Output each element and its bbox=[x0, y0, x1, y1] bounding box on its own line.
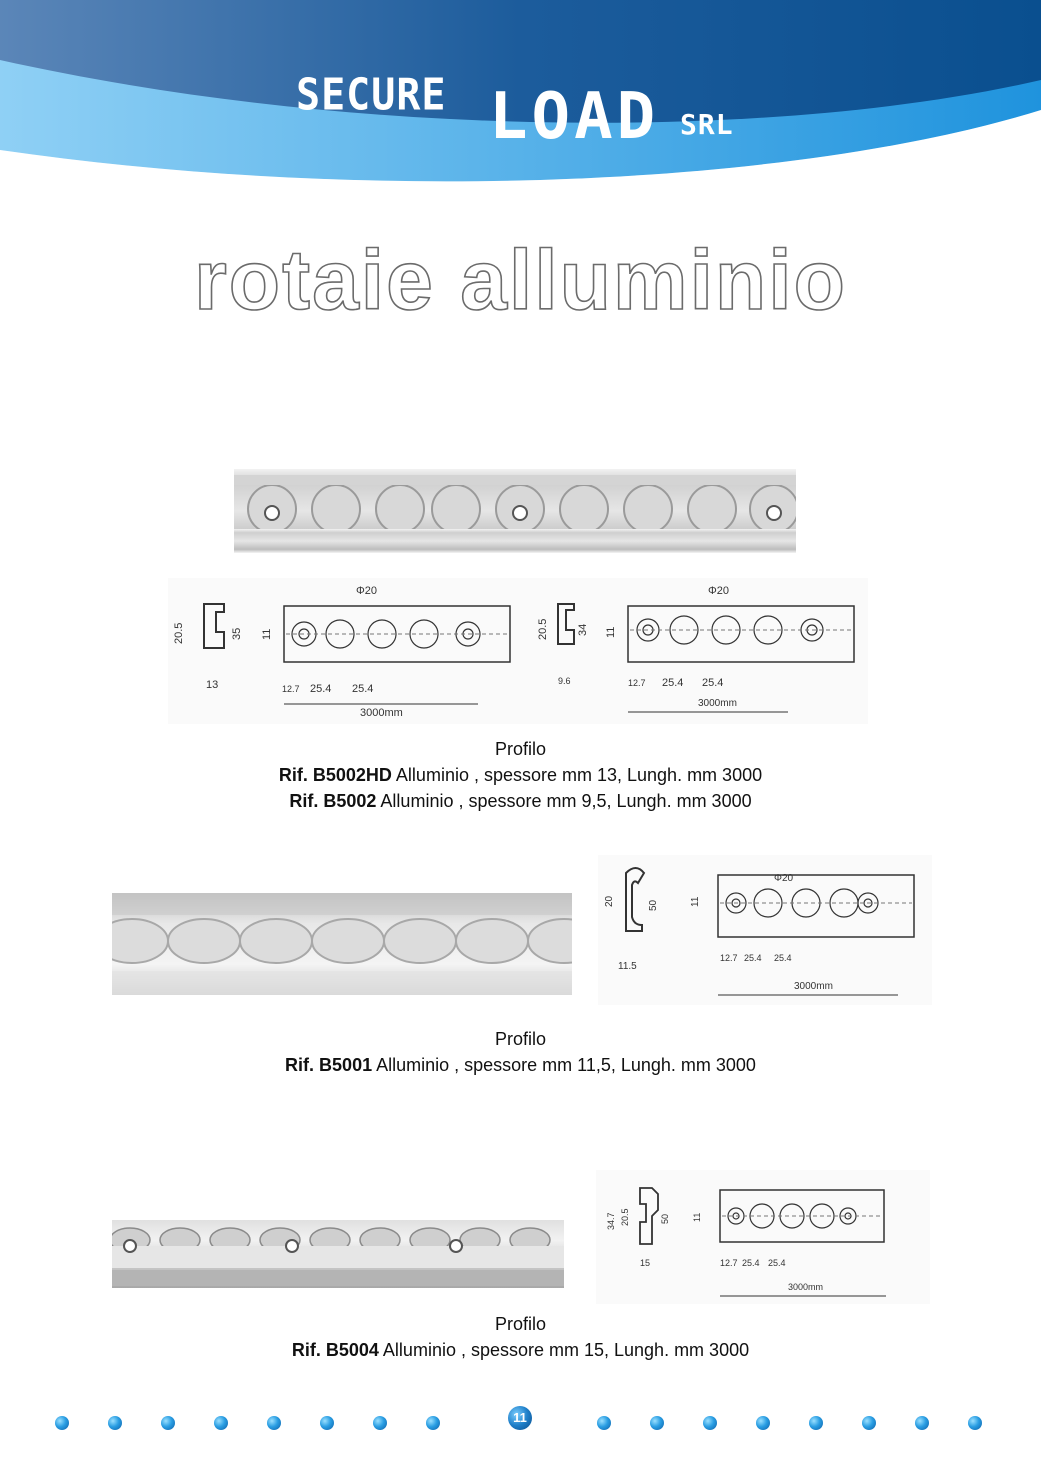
caption-heading: Profilo bbox=[494, 739, 547, 759]
product-desc: Alluminio , spessore mm 15, Lungh. mm 3000 bbox=[378, 1340, 750, 1360]
dim-label: 11 bbox=[261, 628, 273, 640]
dim-label: 25.4 bbox=[744, 953, 762, 963]
dot-icon bbox=[703, 1416, 717, 1430]
dot-icon bbox=[650, 1416, 664, 1430]
logo-word-load: LOAD bbox=[489, 80, 660, 154]
dim-label: 3000mm bbox=[794, 981, 833, 992]
dot-icon bbox=[597, 1416, 611, 1430]
dot-icon bbox=[968, 1416, 982, 1430]
page-number: 11 bbox=[508, 1406, 532, 1430]
dot-icon bbox=[426, 1416, 440, 1430]
dim-label: 25.4 bbox=[662, 677, 684, 689]
dim-label: 12.7 bbox=[720, 953, 738, 963]
dot-icon bbox=[756, 1416, 770, 1430]
caption-line bbox=[0, 1337, 1041, 1363]
technical-drawing-b5004 bbox=[596, 1170, 930, 1304]
dot-icon bbox=[161, 1416, 175, 1430]
dim-label: 3000mm bbox=[698, 698, 737, 709]
rail-photo-b5004 bbox=[112, 1206, 564, 1288]
dim-label: 50 bbox=[660, 1213, 670, 1224]
technical-drawing-b5002 bbox=[168, 578, 868, 724]
dim-label: 11 bbox=[692, 1212, 702, 1222]
dim-label: 11 bbox=[690, 896, 701, 907]
dot-icon bbox=[373, 1416, 387, 1430]
dim-label: 20.5 bbox=[620, 1208, 630, 1226]
product-desc: Alluminio , spessore mm 11,5, Lungh. mm 3000 bbox=[372, 1055, 756, 1075]
dot-icon bbox=[108, 1416, 122, 1430]
dim-label: 20.5 bbox=[173, 622, 185, 644]
dim-label: 12.7 bbox=[628, 678, 646, 688]
technical-drawing-b5001 bbox=[598, 855, 932, 1005]
rail-photo-b5002hd bbox=[234, 463, 796, 555]
rail-photo-b5001 bbox=[112, 893, 572, 995]
dot-icon bbox=[320, 1416, 334, 1430]
product-ref: Rif. B5004 bbox=[291, 1340, 379, 1360]
dim-label: 34.7 bbox=[606, 1212, 616, 1230]
caption-b5004 bbox=[0, 1311, 1041, 1363]
caption-line bbox=[0, 762, 1041, 788]
dim-label: 3000mm bbox=[788, 1282, 824, 1292]
dim-label: 20.5 bbox=[537, 618, 549, 640]
dot-icon bbox=[55, 1416, 69, 1430]
dot-icon bbox=[809, 1416, 823, 1430]
dim-label: Φ20 bbox=[708, 585, 730, 597]
dim-label: 11 bbox=[605, 626, 617, 638]
dim-label: Φ20 bbox=[356, 585, 378, 597]
dim-label: 25.4 bbox=[742, 1258, 760, 1268]
caption-heading: Profilo bbox=[494, 1029, 547, 1049]
caption-heading: Profilo bbox=[494, 1314, 547, 1334]
dim-label: 35 bbox=[231, 627, 243, 640]
dot-icon bbox=[915, 1416, 929, 1430]
caption-b5002 bbox=[0, 736, 1041, 814]
page-title: rotaie alluminio bbox=[194, 233, 847, 327]
caption-b5001 bbox=[0, 1026, 1041, 1078]
dim-label: 12.7 bbox=[282, 684, 300, 694]
logo-word-srl: SRL bbox=[680, 108, 734, 141]
dim-label: 25.4 bbox=[774, 953, 792, 963]
dim-label: 13 bbox=[206, 679, 219, 691]
logo-word-secure: SECURE bbox=[296, 69, 447, 121]
dot-icon bbox=[862, 1416, 876, 1430]
caption-line bbox=[0, 1052, 1041, 1078]
dim-label: 25.4 bbox=[352, 683, 374, 695]
dim-label: 15 bbox=[640, 1258, 651, 1268]
dim-label: 12.7 bbox=[720, 1258, 738, 1268]
dim-label: 25.4 bbox=[310, 683, 332, 695]
dim-label: 50 bbox=[648, 899, 659, 911]
product-ref: Rif. B5001 bbox=[285, 1055, 373, 1075]
product-desc: Alluminio , spessore mm 9,5, Lungh. mm 3000 bbox=[376, 791, 752, 811]
product-ref: Rif. B5002HD bbox=[278, 765, 392, 785]
dim-label: 9.6 bbox=[558, 676, 571, 686]
dim-label: 11.5 bbox=[618, 961, 637, 972]
dot-icon bbox=[267, 1416, 281, 1430]
dim-label: 3000mm bbox=[360, 707, 403, 719]
dim-label: 34 bbox=[577, 623, 589, 636]
product-ref: Rif. B5002 bbox=[289, 791, 377, 811]
header-banner bbox=[0, 0, 1041, 200]
dot-icon bbox=[214, 1416, 228, 1430]
caption-line bbox=[0, 788, 1041, 814]
dim-label: 25.4 bbox=[768, 1258, 786, 1268]
product-desc: Alluminio , spessore mm 13, Lungh. mm 3000 bbox=[391, 765, 763, 785]
dim-label: 25.4 bbox=[702, 677, 724, 689]
dim-label: Φ20 bbox=[774, 873, 794, 884]
dim-label: 20 bbox=[604, 895, 615, 907]
